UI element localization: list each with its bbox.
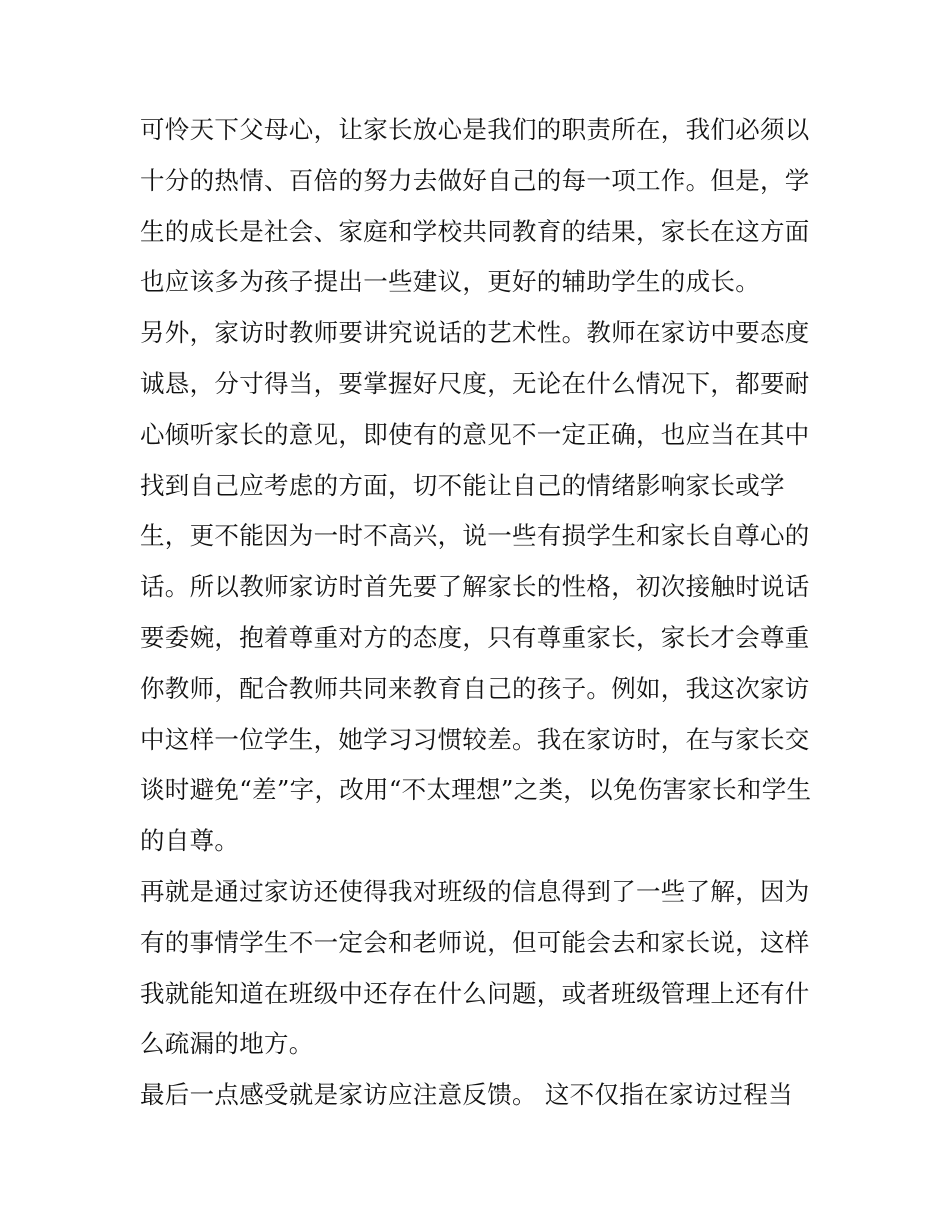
text-line: 也应该多为孩子提出一些建议，更好的辅助学生的成长。 bbox=[140, 267, 760, 297]
text-line: 十分的热情、百倍的努力去做好自己的每一项工作。但是，学 bbox=[140, 165, 810, 195]
text-line: 要委婉，抱着尊重对方的态度，只有尊重家长，家长才会尊重 bbox=[140, 622, 810, 652]
text-line: 我就能知道在班级中还存在什么问题，或者班级管理上还有什 bbox=[140, 978, 810, 1008]
text-line: 么疏漏的地方。 bbox=[140, 1029, 314, 1059]
body-text bbox=[140, 105, 820, 1121]
text-line: 你教师，配合教师共同来教育自己的孩子。例如，我这次家访 bbox=[140, 673, 810, 703]
text-line: 诚恳，分寸得当，要掌握好尺度，无论在什么情况下，都要耐 bbox=[140, 368, 810, 398]
text-line: 生的成长是社会、家庭和学校共同教育的结果，家长在这方面 bbox=[140, 216, 810, 246]
text-line: 另外，家访时教师要讲究说话的艺术性。教师在家访中要态度 bbox=[140, 318, 810, 348]
text-line: 最后一点感受就是家访应注意反馈。 这不仅指在家访过程当 bbox=[140, 1080, 793, 1110]
text-line: 有的事情学生不一定会和老师说，但可能会去和家长说，这样 bbox=[140, 927, 810, 957]
text-line: 再就是通过家访还使得我对班级的信息得到了一些了解，因为 bbox=[140, 876, 810, 906]
text-line: 谈时避免“差”字，改用“不太理想”之类，以免伤害家长和学生 bbox=[140, 775, 812, 805]
text-line: 可怜天下父母心，让家长放心是我们的职责所在，我们必须以 bbox=[140, 115, 810, 144]
text-line: 找到自己应考虑的方面，切不能让自己的情绪影响家长或学 bbox=[140, 470, 785, 500]
text-line: 话。所以教师家访时首先要了解家长的性格，初次接触时说话 bbox=[140, 572, 810, 602]
text-line: 的自尊。 bbox=[140, 826, 240, 856]
text-line: 生，更不能因为一时不高兴，说一些有损学生和家长自尊心的 bbox=[140, 521, 810, 551]
text-line: 中这样一位学生，她学习习惯较差。我在家访时，在与家长交 bbox=[140, 724, 810, 754]
text-line: 心倾听家长的意见，即使有的意见不一定正确，也应当在其中 bbox=[140, 419, 810, 449]
